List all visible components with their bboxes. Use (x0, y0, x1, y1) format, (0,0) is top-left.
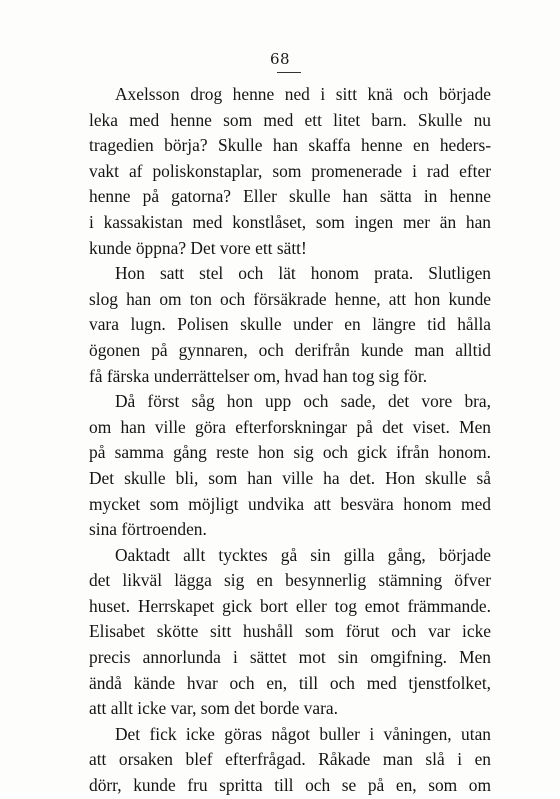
paragraph (89, 722, 491, 799)
text-line: vara lugn. Polisen skulle under en längre tid hålla (89, 314, 491, 335)
body-text (89, 82, 491, 799)
text-line: Oaktadt allt tycktes gå sin gilla gång, började (115, 544, 491, 565)
text-line: sina förtroenden. (89, 519, 207, 540)
text-line: ändå kände hvar och en, till och med tjenstfolket, (89, 672, 491, 693)
text-line: Det fick icke göras något buller i våningen, utan (115, 723, 491, 744)
paragraph (89, 543, 491, 722)
text-line: i kassakistan med konstlåset, som ingen mer än han (89, 211, 491, 232)
paragraph (89, 261, 491, 389)
text-line: att allt icke var, som det borde vara. (89, 698, 338, 719)
text-line: om han ville göra efterforskningar på det viset. Men (89, 416, 491, 437)
text-line: vakt af poliskonstaplar, som promenerade i rad efter (89, 160, 491, 181)
page-number: 68 (269, 50, 291, 68)
page-number-rule (277, 72, 301, 73)
text-line: på samma gång reste hon sig och gick ifrån honom. (89, 442, 491, 463)
text-line: tragedien börja? Skulle han skaffa henne en heders- (89, 135, 491, 156)
text-line: dörr, kunde fru spritta till och se på en, som om (89, 775, 491, 796)
text-line: Det skulle bli, som han ville ha det. Hon skulle så (89, 467, 491, 488)
text-line: Axelsson drog henne ned i sitt knä och började (115, 84, 491, 104)
text-line: ögonen på gynnaren, och derifrån kunde man alltid (89, 339, 491, 360)
text-line: att orsaken blef efterfrågad. Råkade man slå i en (89, 749, 491, 770)
text-line: slog han om ton och försäkrade henne, att hon kunde (89, 288, 491, 309)
text-line: huset. Herrskapet gick bort eller tog emot främmande. (89, 595, 491, 616)
paragraph (89, 389, 491, 543)
text-line: kunde öppna? Det vore ett sätt! (89, 237, 307, 258)
text-line: Hon satt stel och lät honom prata. Slutligen (115, 263, 491, 284)
text-line: henne på gatorna? Eller skulle han sätta in henne (89, 186, 491, 207)
text-line: det likväl lägga sig en besynnerlig stämning öfver (89, 570, 491, 591)
text-line: precis annorlunda i sättet mot sin omgifning. Men (89, 647, 491, 668)
text-line: mycket som möjligt undvika att besvära honom med (89, 493, 491, 514)
text-line: Elisabet skötte sitt hushåll som förut och var icke (89, 621, 491, 642)
text-line: Då först såg hon upp och sade, det vore bra, (115, 391, 491, 412)
text-line: få färska underrättelser om, hvad han tog sig för. (89, 365, 428, 386)
paragraph (89, 82, 491, 261)
text-line: leka med henne som med ett litet barn. Skulle nu (89, 109, 491, 130)
